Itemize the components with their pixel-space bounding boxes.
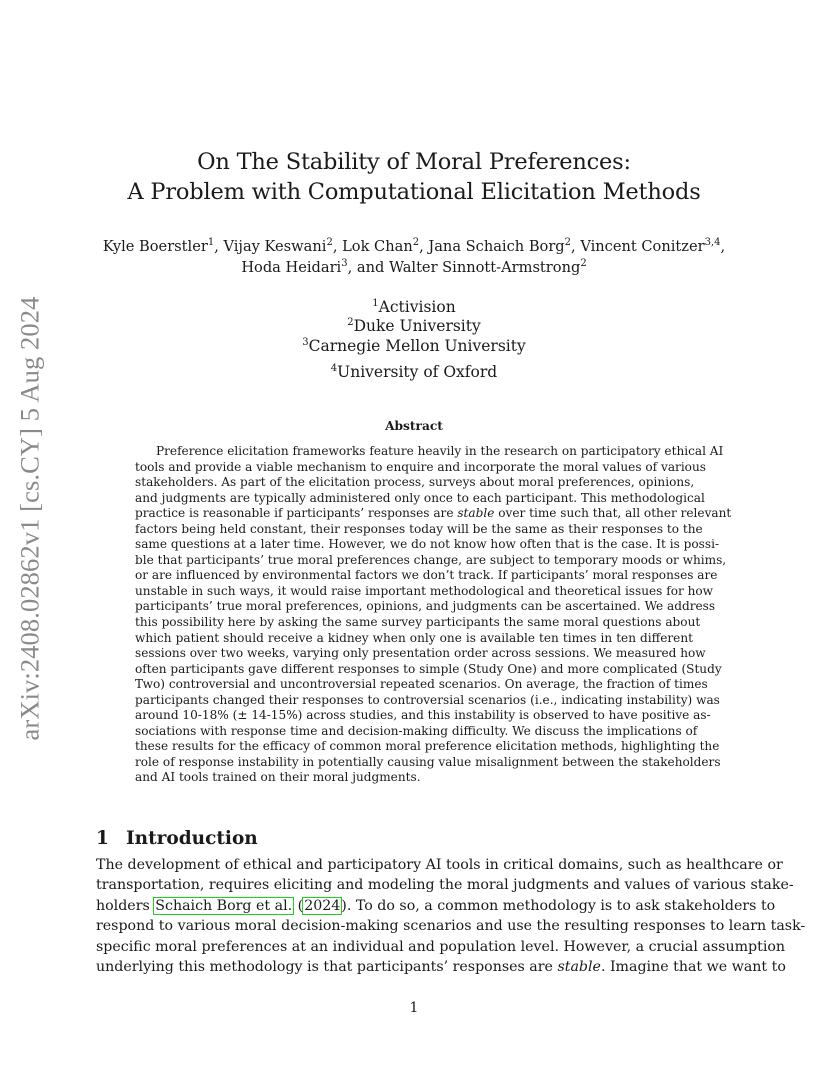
- abstract-line: [135, 506, 732, 522]
- intro-text: holders: [96, 897, 155, 914]
- author-affiliation-mark: 2: [564, 237, 572, 248]
- author-line-2: [96, 257, 732, 278]
- affiliation-name: University of Oxford: [337, 363, 498, 381]
- abstract-line: role of response instability in potentially causing value misalignment between the stakeholders: [135, 754, 721, 769]
- intro-emphasis: stable: [557, 959, 601, 976]
- abstract-line: participants’ true moral preferences, opinions, and judgments can be ascertained. We address: [135, 599, 716, 614]
- intro-line: specific moral preferences at an individual and population level. However, a crucial assumption: [96, 938, 786, 955]
- abstract-line: often participants gave different responses to simple (Study One) and more complicated (Study: [135, 661, 722, 676]
- abstract-text: practice is reasonable if participants’ responses are: [135, 506, 458, 521]
- introduction-body: [96, 855, 806, 977]
- abstract-line: factors being held constant, their responses today will be the same as their responses to the: [135, 521, 703, 536]
- author-affiliation-mark: 3: [341, 258, 348, 269]
- author-separator: ,: [571, 238, 581, 255]
- section-title: Introduction: [126, 828, 258, 849]
- section-number: 1: [96, 828, 109, 849]
- author-separator: ,: [720, 238, 726, 255]
- citation-year-link[interactable]: 2024: [304, 897, 341, 914]
- abstract-line: same questions at a later time. However, we do not know how often that is the case. It is possi-: [135, 537, 720, 552]
- intro-line: holders Schaich Borg et al. (2024). To do so, a common methodology is to ask stakeholders to: [96, 897, 776, 914]
- abstract-heading: Abstract: [385, 419, 443, 433]
- author-separator: ,: [419, 238, 429, 255]
- abstract-line: Preference elicitation frameworks feature heavily in the research on participatory ethical AI: [156, 444, 724, 458]
- author-name: Vincent Conitzer: [580, 238, 705, 255]
- citation-link[interactable]: Schaich Borg et al.: [155, 897, 293, 914]
- abstract-line: unstable in such ways, it would raise important methodological and theoretical issues for how: [135, 583, 714, 598]
- affiliation-name: Duke University: [353, 317, 481, 335]
- author-affiliation-mark: 2: [580, 258, 587, 269]
- abstract-line: tools and provide a viable mechanism to enquire and incorporate the moral values of various: [135, 459, 706, 474]
- intro-line: The development of ethical and participatory AI tools in critical domains, such as healthcare or: [96, 857, 783, 873]
- abstract-line: this possibility here by asking the same survey participants the same moral questions about: [135, 615, 701, 630]
- abstract-emphasis: stable: [457, 506, 495, 521]
- abstract-line: and AI tools trained on their moral judgments.: [135, 770, 421, 785]
- abstract-line: Two) controversial and uncontroversial repeated scenarios. On average, the fraction of times: [135, 677, 708, 692]
- abstract-line: or are influenced by environmental factors we don’t track. If participants’ moral responses are: [135, 568, 718, 583]
- abstract-line: which patient should receive a kidney when only one is available ten times in ten different: [135, 630, 693, 645]
- author-affiliation-mark: 1: [207, 237, 215, 248]
- affiliation-mark: 2: [347, 317, 354, 328]
- author-separator: ,: [214, 238, 224, 255]
- affiliation-2: [96, 316, 732, 336]
- affiliation-name: Activision: [378, 298, 456, 316]
- author-name: Hoda Heidari: [241, 259, 342, 276]
- intro-line: transportation, requires eliciting and modeling the moral judgments and values of various stake-: [96, 877, 794, 894]
- author-name: Vijay Keswani: [223, 238, 327, 255]
- abstract-line: and judgments are typically administered only once to each participant. This methodological: [135, 490, 705, 505]
- author-affiliation-mark: 2: [326, 237, 333, 248]
- author-affiliation-mark: 3,4: [704, 237, 721, 248]
- section-heading-introduction: [96, 828, 258, 849]
- abstract-text: over time such that, all other relevant: [494, 506, 732, 521]
- author-list: [96, 236, 732, 278]
- abstract-line: around 10-18% (± 14-15%) across studies, and this instability is observed to have positive as-: [135, 708, 711, 723]
- author-name: Lok Chan: [342, 238, 413, 255]
- page-number: 1: [409, 1000, 419, 1016]
- abstract-line: ble that participants’ true moral preferences change, are subject to temporary moods or whims,: [135, 552, 727, 567]
- abstract-line: sessions over two weeks, varying only presentation order across sessions. We measured how: [135, 646, 706, 661]
- abstract-line: sociations with response time and decision-making difficulty. We discuss the implications of: [135, 723, 698, 738]
- author-separator: , and: [347, 259, 389, 276]
- abstract-body: [135, 444, 732, 786]
- affiliation-1: [96, 297, 732, 317]
- affiliation-mark: 1: [372, 298, 379, 309]
- abstract-line: participants changed their responses to controversial scenarios (i.e., indicating instability) was: [135, 692, 720, 707]
- affiliation-mark: 3: [302, 337, 309, 348]
- arxiv-identifier: arXiv:2408.02862v1 [cs.CY] 5 Aug 2024: [14, 296, 45, 740]
- title-line-2: A Problem with Computational Elicitation Methods: [127, 179, 701, 205]
- intro-text: . To do so, a common methodology is to ask stakeholders to: [346, 897, 776, 914]
- author-affiliation-mark: 2: [412, 237, 420, 248]
- arxiv-sidebar-stamp: [12, 286, 48, 750]
- title-line-1: On The Stability of Moral Preferences:: [197, 149, 631, 175]
- author-name: Jana Schaich Borg: [428, 238, 565, 255]
- affiliation-4: [96, 362, 732, 382]
- intro-line: [96, 957, 786, 977]
- intro-line: respond to various moral decision-making scenarios and use the resulting responses to learn task-: [96, 918, 806, 935]
- abstract-line: these results for the efficacy of common moral preference elicitation methods, highlighting the: [135, 739, 720, 754]
- paper-title: [96, 147, 732, 207]
- intro-text: underlying this methodology is that participants’ responses are: [96, 959, 558, 976]
- author-line-1: [96, 236, 732, 257]
- affiliation-3: [96, 336, 732, 356]
- abstract-line: stakeholders. As part of the elicitation process, surveys about moral preferences, opinions,: [135, 475, 695, 490]
- affiliation-mark: 4: [330, 363, 338, 374]
- author-name: Walter Sinnott-Armstrong: [388, 259, 581, 276]
- intro-text: . Imagine that we want to: [600, 959, 786, 976]
- author-separator: ,: [332, 238, 343, 255]
- author-name: Kyle Boerstler: [102, 238, 208, 255]
- affiliation-name: Carnegie Mellon University: [308, 337, 526, 355]
